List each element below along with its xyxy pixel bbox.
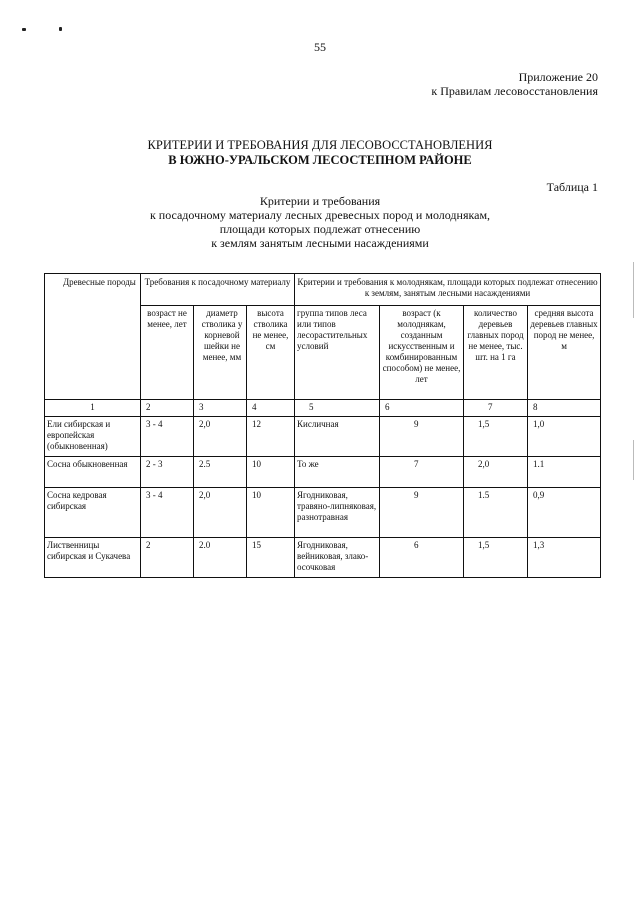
subtitle-line-4: к землям занятым лесными насаждениями [211, 236, 429, 250]
species-cell: Сосна обыкновенная [45, 457, 141, 488]
age-cell: 3 - 4 [141, 417, 194, 457]
header-col-5: группа типов леса или типов лесорастительных условий [295, 306, 380, 400]
age-cell: 3 - 4 [141, 488, 194, 538]
header-col-2: возраст не менее, лет [141, 306, 194, 400]
table-label: Таблица 1 [546, 180, 598, 194]
header-col-6: возраст (к молоднякам, созданным искусственным и комбинированным способом) не менее, лет [380, 306, 464, 400]
forest-type-cell: Кисличная [295, 417, 380, 457]
criteria-table [44, 273, 601, 578]
scan-edge-mark [633, 262, 634, 318]
appendix-note [431, 70, 598, 98]
height-cell: 10 [247, 457, 295, 488]
age-cell: 2 - 3 [141, 457, 194, 488]
scan-speck [59, 27, 62, 31]
header-species: Древесные породы [45, 274, 141, 400]
young-age-cell: 7 [380, 457, 464, 488]
title-line-2: В ЮЖНО-УРАЛЬСКОМ ЛЕСОСТЕПНОМ РАЙОНЕ [168, 153, 472, 167]
height-cell: 15 [247, 538, 295, 578]
height-cell: 12 [247, 417, 295, 457]
header-young-stands: Критерии и требования к молоднякам, площади которых подлежат отнесению к землям, занятым лесными насаждениями [295, 274, 601, 306]
table-row [45, 417, 601, 457]
column-number: 1 [45, 400, 141, 417]
tree-count-cell: 1.5 [464, 488, 528, 538]
avg-height-cell: 1,0 [528, 417, 601, 457]
column-number: 3 [194, 400, 247, 417]
age-cell: 2 [141, 538, 194, 578]
page-number: 55 [314, 40, 326, 54]
diameter-cell: 2,0 [194, 488, 247, 538]
forest-type-cell: Ягодниковая, вейниковая, злако-осочковая [295, 538, 380, 578]
header-planting-material: Требования к посадочному материалу [141, 274, 295, 306]
species-cell: Сосна кедровая сибирская [45, 488, 141, 538]
scan-speck [22, 28, 26, 31]
young-age-cell: 6 [380, 538, 464, 578]
table-subtitle [0, 194, 640, 250]
column-number: 7 [464, 400, 528, 417]
table-row [45, 488, 601, 538]
header-col-4: высота стволика не менее, см [247, 306, 295, 400]
subtitle-line-1: Критерии и требования [259, 194, 381, 208]
species-cell: Лиственницы сибирская и Сукачева [45, 538, 141, 578]
forest-type-cell: То же [295, 457, 380, 488]
tree-count-cell: 1,5 [464, 538, 528, 578]
subtitle-line-2: к посадочному материалу лесных древесных пород и молоднякам, [149, 208, 491, 222]
avg-height-cell: 0,9 [528, 488, 601, 538]
column-number: 2 [141, 400, 194, 417]
document-title [0, 138, 640, 168]
young-age-cell: 9 [380, 417, 464, 457]
forest-type-cell: Ягодниковая, травяно-липняковая, разнотравная [295, 488, 380, 538]
column-number: 4 [247, 400, 295, 417]
species-cell: Ели сибирская и европейская (обыкновенная) [45, 417, 141, 457]
tree-count-cell: 1,5 [464, 417, 528, 457]
column-number: 5 [295, 400, 380, 417]
column-numbers-row [45, 400, 601, 417]
young-age-cell: 9 [380, 488, 464, 538]
height-cell: 10 [247, 488, 295, 538]
tree-count-cell: 2,0 [464, 457, 528, 488]
column-number: 6 [380, 400, 464, 417]
scan-edge-mark [633, 440, 634, 480]
avg-height-cell: 1,3 [528, 538, 601, 578]
table-row [45, 538, 601, 578]
table-row [45, 457, 601, 488]
header-col-8: средняя высота деревьев главных пород не менее, м [528, 306, 601, 400]
header-col-7: количество деревьев главных пород не менее, тыс. шт. на 1 га [464, 306, 528, 400]
diameter-cell: 2,0 [194, 417, 247, 457]
table-header-row [45, 274, 601, 306]
title-line-1: КРИТЕРИИ И ТРЕБОВАНИЯ ДЛЯ ЛЕСОВОССТАНОВЛЕНИЯ [147, 138, 493, 152]
diameter-cell: 2.0 [194, 538, 247, 578]
header-col-3: диаметр стволика у корневой шейки не менее, мм [194, 306, 247, 400]
diameter-cell: 2.5 [194, 457, 247, 488]
subtitle-line-3: площади которых подлежат отнесению [219, 222, 421, 236]
avg-height-cell: 1.1 [528, 457, 601, 488]
appendix-line-2: к Правилам лесовосстановления [431, 84, 598, 98]
appendix-line-1: Приложение 20 [518, 70, 598, 84]
column-number: 8 [528, 400, 601, 417]
